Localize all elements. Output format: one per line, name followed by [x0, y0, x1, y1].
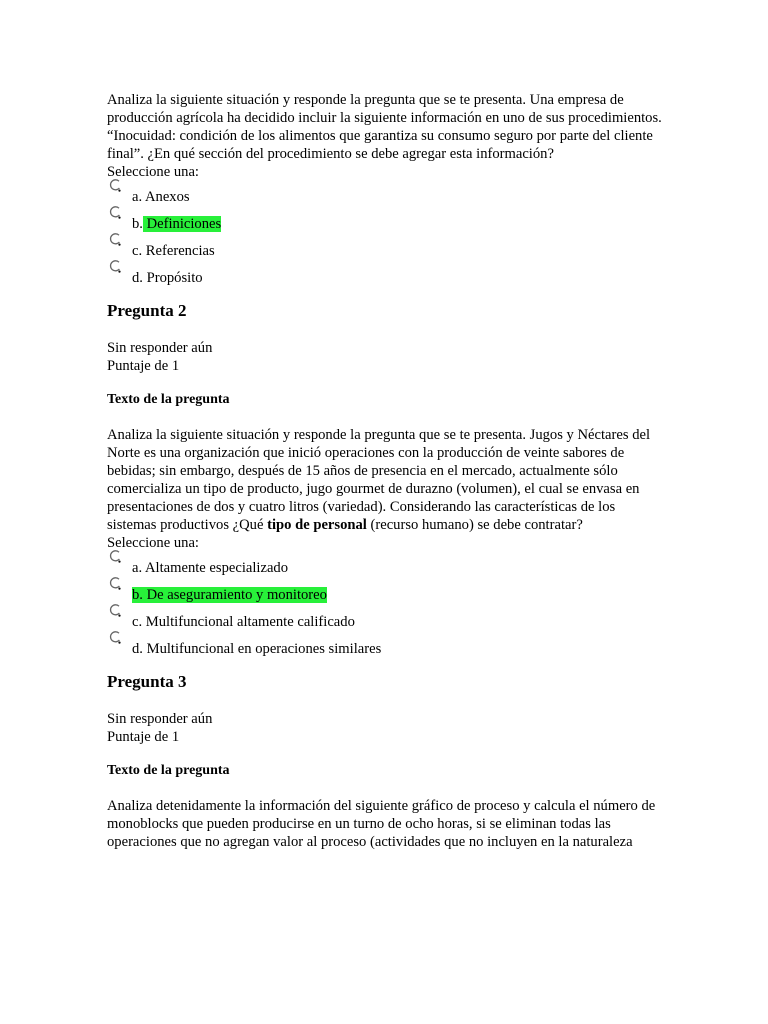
- option-label: [132, 270, 203, 286]
- question-text-label: Texto de la pregunta: [107, 763, 230, 778]
- option-label: [132, 189, 190, 205]
- option-d[interactable]: [107, 262, 667, 289]
- option-label: [132, 243, 215, 259]
- option-prefix: c.: [132, 243, 143, 259]
- option-c[interactable]: [107, 235, 667, 262]
- question-2: [107, 302, 667, 660]
- question-3-text: Analiza detenidamente la información del siguiente gráfico de proceso y calcula el número de monoblocks que pueden producirse en un turno de ocho horas, si se eliminan todas las operaciones que no agregan valor al proceso (actividades que no incluyen en la naturaleza: [107, 798, 656, 850]
- question-1-options: [107, 181, 667, 289]
- option-prefix: a.: [132, 189, 143, 205]
- option-prefix: b.: [132, 587, 143, 603]
- option-a[interactable]: [107, 552, 667, 579]
- option-label: [132, 216, 221, 232]
- question-2-text: Analiza la siguiente situación y responde la pregunta que se te presenta. Jugos y Néctares del Norte es una organización que inició operaciones con la producción de veinte sabores de bebidas; sin embargo, después de 15 años de presencia en el mercado, actualmente sólo comercializa un tipo de producto, jugo gourmet de durazno (volumen), el cual se envasa en presentaciones de dos y cuatro litros (variedad). Considerando las características de los sistemas productivos ¿Qué tipo de personal (recurso humano) se debe contratar?: [107, 427, 651, 533]
- option-a[interactable]: [107, 181, 667, 208]
- question-2-bold-text: tipo de personal: [267, 517, 367, 533]
- question-score: Puntaje de 1: [107, 358, 180, 374]
- question-score: Puntaje de 1: [107, 729, 180, 745]
- option-text: Anexos: [142, 189, 190, 205]
- radio-button-icon[interactable]: [108, 205, 122, 219]
- question-text-label: Texto de la pregunta: [107, 392, 230, 407]
- option-label: [132, 560, 288, 576]
- option-prefix: c.: [132, 614, 143, 630]
- option-b[interactable]: [107, 579, 667, 606]
- radio-button-icon[interactable]: [108, 549, 122, 563]
- radio-button-icon[interactable]: [108, 603, 122, 617]
- option-text: Multifuncional en operaciones similares: [142, 641, 382, 657]
- radio-button-icon[interactable]: [108, 232, 122, 246]
- radio-button-icon[interactable]: [108, 576, 122, 590]
- option-text: Multifuncional altamente calificado: [142, 614, 355, 630]
- quiz-page: [107, 91, 667, 851]
- radio-button-icon[interactable]: [108, 259, 122, 273]
- question-1: [107, 91, 667, 289]
- option-text: De aseguramiento y monitoreo: [142, 587, 327, 603]
- question-2-select-label: Seleccione una:: [107, 535, 199, 551]
- option-label: [132, 614, 355, 630]
- option-label: [132, 641, 381, 657]
- option-text: Propósito: [142, 270, 203, 286]
- option-text: Referencias: [142, 243, 215, 259]
- question-status: Sin responder aún: [107, 711, 213, 727]
- question-1-select-label: Seleccione una:: [107, 164, 199, 180]
- question-status: Sin responder aún: [107, 340, 213, 356]
- option-text-highlighted: Definiciones: [142, 216, 222, 232]
- option-prefix: b.: [132, 216, 143, 232]
- option-c[interactable]: [107, 606, 667, 633]
- option-text: Altamente especializado: [142, 560, 289, 576]
- question-3: [107, 673, 667, 851]
- question-2-status-block: [107, 339, 667, 375]
- radio-button-icon[interactable]: [108, 630, 122, 644]
- option-prefix: d.: [132, 270, 143, 286]
- question-2-heading: Pregunta 2: [107, 301, 187, 320]
- question-3-heading: Pregunta 3: [107, 672, 187, 691]
- option-prefix: d.: [132, 641, 143, 657]
- option-prefix: a.: [132, 560, 143, 576]
- question-1-text: Analiza la siguiente situación y responde la pregunta que se te presenta. Una empresa de producción agrícola ha decidido incluir la siguiente información en uno de sus procedimientos. “Inocuidad: condición de los alimentos que garantiza su consumo seguro por parte del cliente final”. ¿En qué sección del procedimiento se debe agregar esta información?: [107, 92, 662, 162]
- option-b[interactable]: [107, 208, 667, 235]
- option-d[interactable]: [107, 633, 667, 660]
- radio-button-icon[interactable]: [108, 178, 122, 192]
- option-label-highlighted: [132, 587, 327, 603]
- question-2-options: [107, 552, 667, 660]
- question-3-status-block: [107, 710, 667, 746]
